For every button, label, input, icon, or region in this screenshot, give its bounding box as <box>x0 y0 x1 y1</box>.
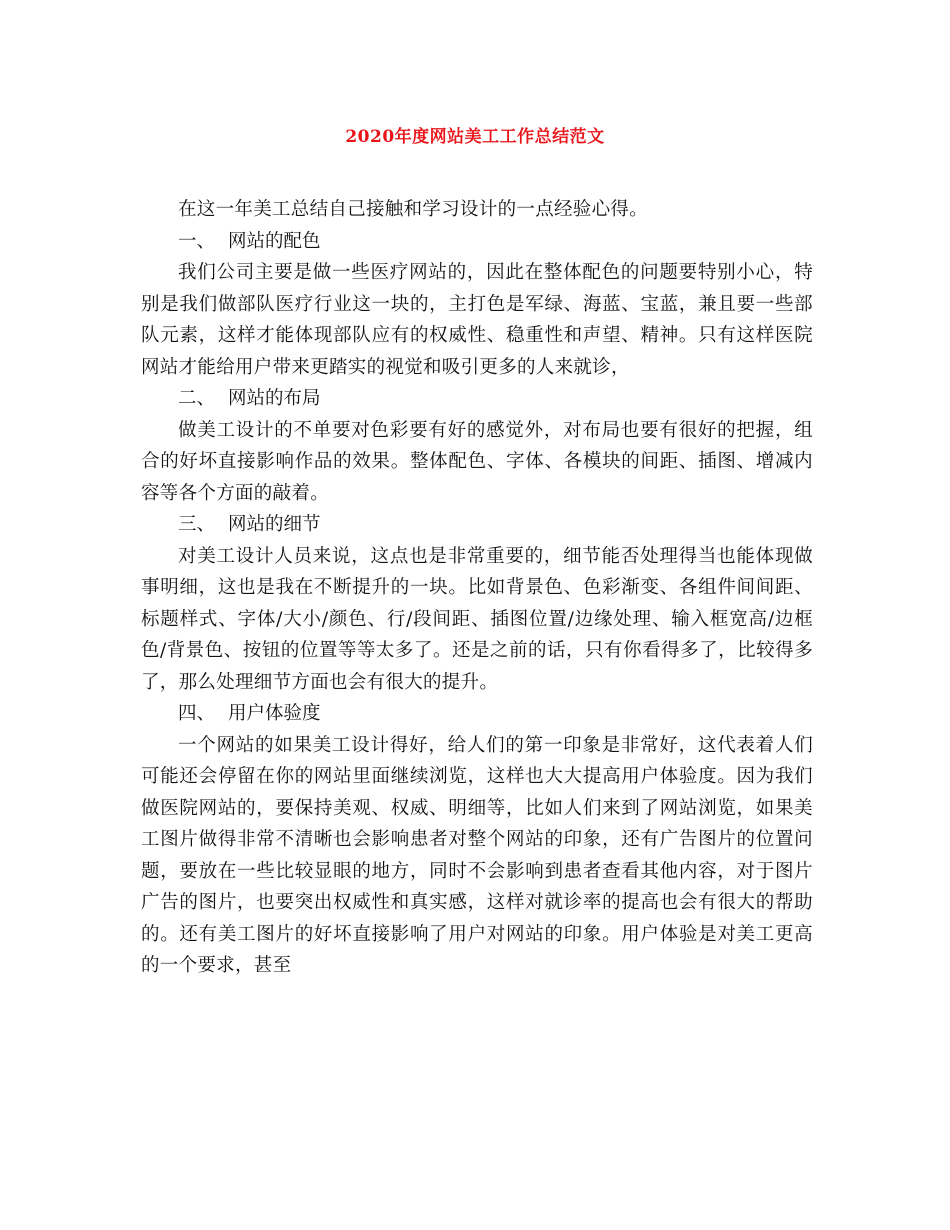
section-paragraph-4: 一个网站的如果美工设计得好，给人们的第一印象是非常好，这代表着人们可能还会停留在你的网站里面继续浏览，这样也大大提高用户体验度。因为我们做医院网站的，要保持美观、权威、明细等，比如人们来到了网站浏览，如果美工图片做得非常不清晰也会影响患者对整个网站的印象，还有广告图片的位置问题，要放在一些比较显眼的地方，同时不会影响到患者查看其他内容，对于图片广告的图片，也要突出权威性和真实感，这样对就诊率的提高也会有很大的帮助的。还有美工图片的好坏直接影响了用户对网站的印象。用户体验是对美工更高的一个要求，甚至 <box>141 734 813 976</box>
section-number-1: 一、 <box>178 230 216 252</box>
document-body <box>141 194 813 982</box>
section-title-1: 网站的配色 <box>228 230 321 252</box>
document-title: 2020年度网站美工工作总结范文 <box>345 127 605 147</box>
section-heading-3 <box>141 509 813 541</box>
section-paragraph-3: 对美工设计人员来说，这点也是非常重要的，细节能否处理得当也能体现做事明细，这也是我在不断提升的一块。比如背景色、色彩渐变、各组件间间距、标题样式、字体/大小/颜色、行/段间距、插图位置/边缘处理、输入框宽高/边框色/背景色、按钮的位置等等太多了。还是之前的话，只有你看得多了，比较得多了，那么处理细节方面也会有很大的提升。 <box>141 545 813 693</box>
section-paragraph-1: 我们公司主要是做一些医疗网站的，因此在整体配色的问题要特别小心，特别是我们做部队医疗行业这一块的，主打色是军绿、海蓝、宝蓝，兼且要一些部队元素，这样才能体现部队应有的权威性、稳重性和声望、精神。只有这样医院网站才能给用户带来更踏实的视觉和吸引更多的人来就诊， <box>141 262 813 378</box>
section-number-3: 三、 <box>178 514 216 535</box>
section-number-2: 二、 <box>178 388 216 409</box>
section-heading-1 <box>141 226 813 258</box>
section-title-3: 网站的细节 <box>228 514 321 535</box>
section-heading-4 <box>141 698 813 730</box>
section-number-4: 四、 <box>178 703 216 724</box>
section-title-2: 网站的布局 <box>228 388 321 409</box>
section-paragraph-2: 做美工设计的不单要对色彩要有好的感觉外，对布局也要有很好的把握，组合的好坏直接影响作品的效果。整体配色、字体、各模块的间距、插图、增减内容等各个方面的敲着。 <box>141 419 813 504</box>
intro-paragraph: 在这一年美工总结自己接触和学习设计的一点经验心得。 <box>178 199 649 220</box>
section-title-4: 用户体验度 <box>228 703 321 724</box>
section-heading-2 <box>141 383 813 415</box>
